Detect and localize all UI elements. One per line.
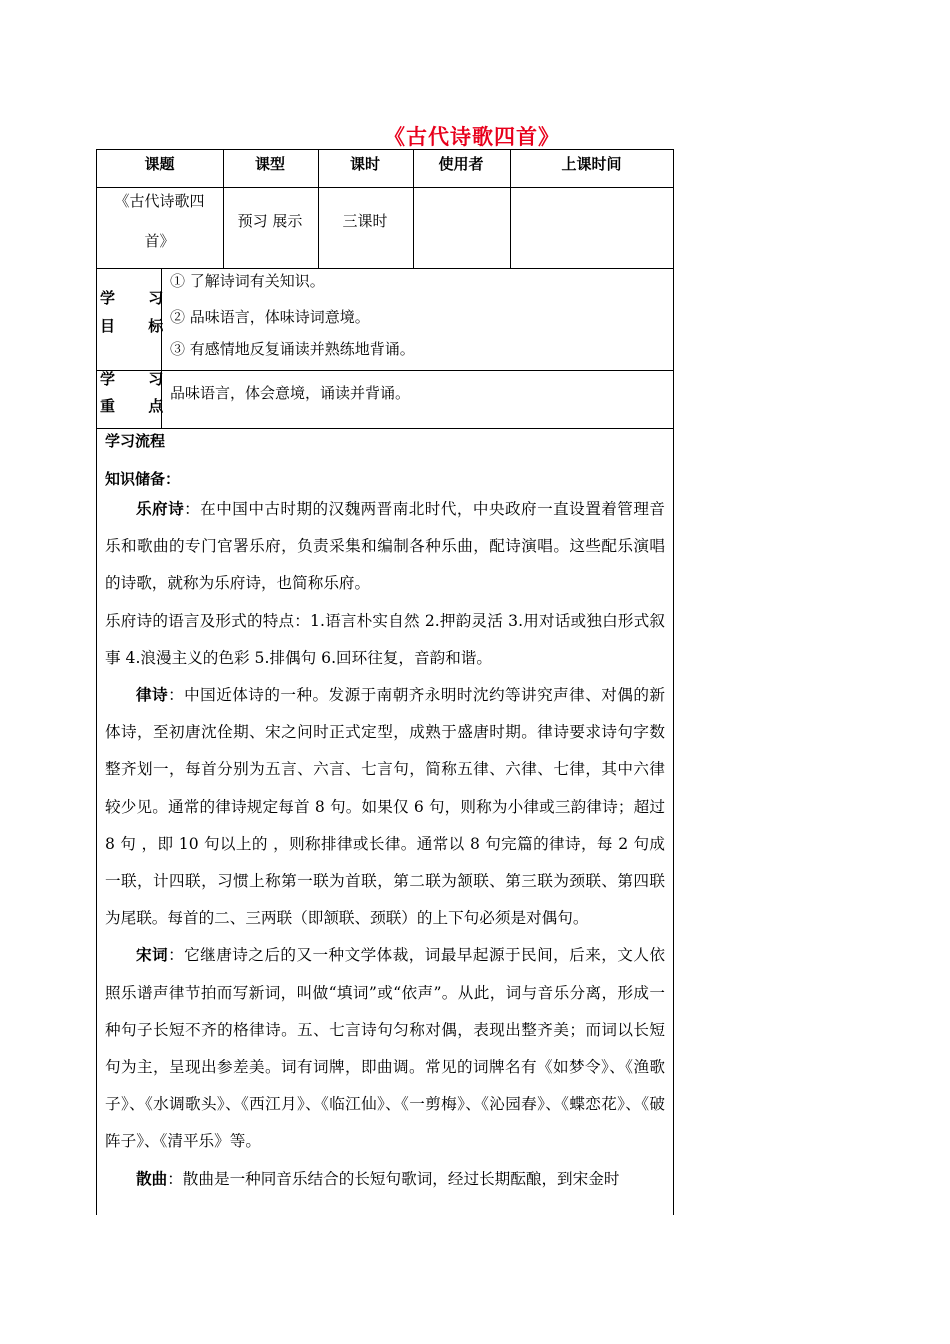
songci-paragraph — [105, 937, 665, 1160]
row-divider — [97, 370, 673, 371]
sanqu-text: ：散曲是一种同音乐结合的长短句歌词，经过长期酝酿，到宋金时 — [167, 1169, 620, 1188]
lesson-type: 预习 展示 — [237, 212, 303, 230]
objectives-label-2: 目 标 — [100, 317, 178, 335]
songci-term: 宋词 — [136, 946, 169, 965]
objective-item: ① 了解诗词有关知识。 — [170, 272, 325, 290]
header-time: 上课时间 — [561, 155, 622, 173]
yuefu-paragraph — [105, 491, 665, 603]
objectives-label-1: 学 习 — [100, 289, 178, 307]
process-heading: 学习流程 — [105, 432, 166, 450]
document-title: 《古代诗歌四首》 — [384, 125, 560, 149]
songci-text: ：它继唐诗之后的又一种文学体裁，词最早起源于民间，后来，文人依照乐谱声律节拍而写新词，叫做“填词”或“依声”。从此，词与音乐分离，形成一种句子长短不齐的格律诗。五、七言诗句匀称对偶，表现出整齐美；而词以长短句为主，呈现出参差美。词有词牌，即曲调。常见的词牌名有《如梦令》、《渔歌子》、《水调歌头》、《西江月》、《临江仙》、《一剪梅》、《沁园春》、《蝶恋花》、《破阵子》、《清平乐》等。 — [105, 946, 665, 1151]
topic-line-2: 首》 — [144, 232, 175, 250]
sanqu-term: 散曲 — [136, 1169, 168, 1188]
lvshi-text: ：中国近体诗的一种。发源于南朝齐永明时沈约等讲究声律、对偶的新体诗，至初唐沈佺期、宋之问时正式定型，成熟于盛唐时期。律诗要求诗句字数整齐划一，每首分别为五言、六言、七言句，简称五律、六律、七律，其中六律较少见。通常的律诗规定每首 8 句。如果仅 6 句，则称为小律或三韵律诗；超过 8 句 ，即 10 句以上的 ，则称排律或长律。通常以 8 句完篇的律诗，每 2 句成一联，计四联，习惯上称第一联为首联，第二联为颔联、第三联为颈联、第四联为尾联。每首的二、三两联（即颔联、颈联）的上下句必须是对偶句。 — [105, 686, 665, 928]
lvshi-term: 律诗 — [136, 686, 169, 705]
row-divider — [97, 428, 673, 429]
topic-line-1: 《古代诗歌四 — [114, 192, 205, 210]
process-body — [105, 491, 665, 1198]
lvshi-paragraph — [105, 677, 665, 937]
header-type: 课型 — [254, 155, 285, 173]
row-divider — [97, 268, 673, 269]
knowledge-heading: 知识储备： — [105, 470, 181, 488]
header-hours: 课时 — [349, 155, 380, 173]
yuefu-text: ：在中国中古时期的汉魏两晋南北时代，中央政府一直设置着管理音乐和歌曲的专门官署乐府，负责采集和编制各种乐曲，配诗演唱。这些配乐演唱的诗歌，就称为乐府诗，也简称乐府。 — [105, 500, 665, 593]
sanqu-paragraph — [105, 1161, 665, 1198]
objective-item: ② 品味语言，体味诗词意境。 — [170, 308, 370, 326]
yuefu-term: 乐府诗 — [136, 500, 185, 518]
row-divider — [97, 187, 673, 188]
focus-label-2: 重 点 — [100, 397, 178, 415]
focus-label-1: 学 习 — [100, 370, 178, 388]
header-topic: 课题 — [144, 155, 175, 173]
yuefu-features: 乐府诗的语言及形式的特点：1.语言朴实自然 2.押韵灵活 3.用对话或独白形式叙事 4.浪漫主义的色彩 5.排偶句 6.回环往复，音韵和谐。 — [105, 611, 665, 667]
header-user: 使用者 — [438, 155, 484, 173]
focus-text: 品味语言，体会意境，诵读并背诵。 — [170, 384, 411, 402]
lesson-hours: 三课时 — [342, 212, 388, 230]
objective-item: ③ 有感情地反复诵读并熟练地背诵。 — [170, 340, 415, 358]
